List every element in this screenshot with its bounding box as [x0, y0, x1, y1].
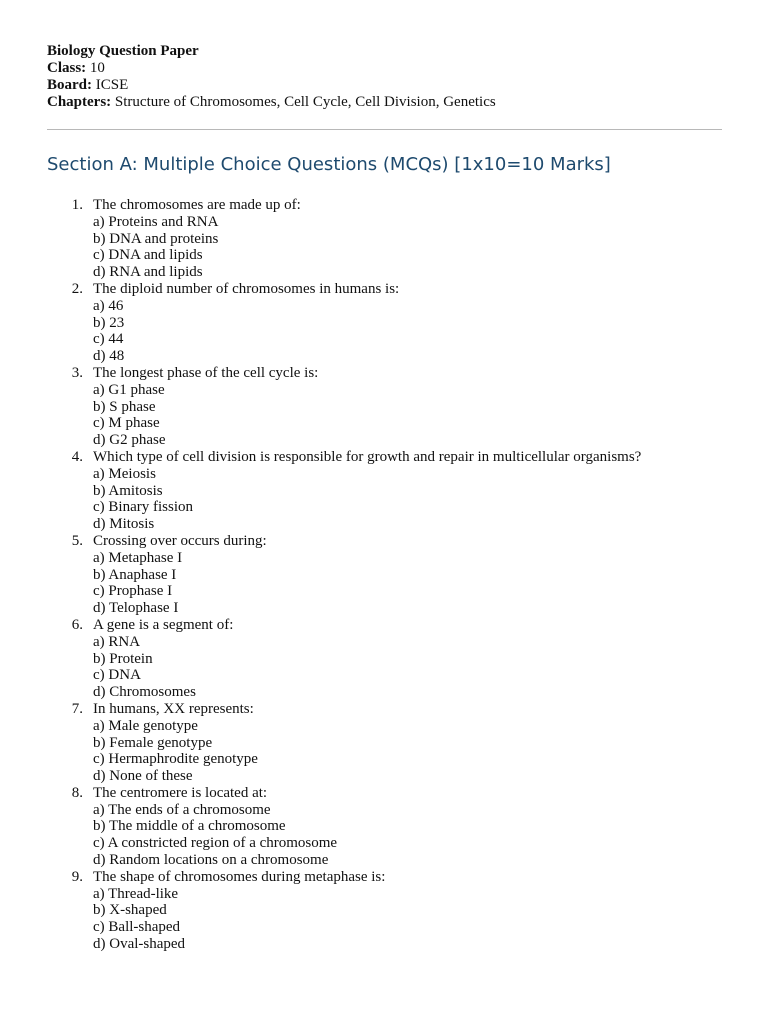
answer-option: d) Random locations on a chromosome: [93, 852, 329, 869]
question-number: 7.: [71, 700, 83, 717]
answer-option: a) RNA: [93, 633, 141, 650]
chapters-label: Chapters:: [47, 94, 112, 110]
question-number: 1.: [71, 197, 83, 213]
answer-option: b) DNA and proteins: [93, 230, 219, 247]
question-number: 5.: [71, 532, 83, 549]
question-text: The shape of chromosomes during metaphase is:: [93, 868, 386, 885]
section-a-title: Section A: Multiple Choice Questions (MCQs) [1x10=10 Marks]: [47, 154, 611, 175]
class-label: Class:: [47, 60, 87, 76]
answer-option: c) Ball-shaped: [93, 919, 181, 936]
question-number: 3.: [71, 364, 83, 381]
answer-option: c) Hermaphrodite genotype: [93, 751, 258, 768]
answer-option: d) 48: [93, 348, 125, 365]
paper-title: Biology Question Paper: [47, 43, 199, 59]
question-text: Which type of cell division is responsible for growth and repair in multicellular organisms?: [93, 448, 642, 465]
question-text: In humans, XX represents:: [93, 700, 254, 717]
answer-option: c) M phase: [93, 415, 160, 432]
answer-option: a) Thread-like: [93, 885, 179, 902]
question-number: 2.: [71, 280, 83, 297]
answer-option: d) Chromosomes: [93, 684, 196, 701]
answer-option: c) 44: [93, 331, 124, 348]
answer-option: d) G2 phase: [93, 432, 166, 449]
mcq-list: [47, 197, 641, 953]
question-item: [47, 617, 641, 701]
board-label: Board:: [47, 77, 92, 93]
board-value: ICSE: [95, 77, 129, 93]
question-number: 4.: [71, 448, 83, 465]
class-value: 10: [89, 60, 105, 76]
answer-option: c) DNA: [93, 667, 141, 684]
question-item: [47, 281, 641, 365]
question-item: [47, 533, 641, 617]
chapters-line: [47, 94, 496, 111]
answer-option: a) Metaphase I: [93, 549, 183, 566]
answer-option: b) Anaphase I: [93, 566, 177, 583]
answer-option: b) X-shaped: [93, 902, 167, 919]
answer-option: a) The ends of a chromosome: [93, 801, 271, 818]
answer-option: a) 46: [93, 297, 124, 314]
answer-option: b) Female genotype: [93, 734, 213, 751]
question-text: A gene is a segment of:: [93, 616, 234, 633]
answer-option: a) Proteins and RNA: [93, 213, 219, 230]
answer-option: c) Binary fission: [93, 499, 193, 516]
class-line: [47, 60, 496, 77]
question-item: [47, 197, 641, 281]
horizontal-divider: [47, 129, 722, 130]
answer-option: c) DNA and lipids: [93, 247, 203, 264]
paper-header: [47, 43, 496, 111]
question-text: The diploid number of chromosomes in humans is:: [93, 280, 400, 297]
board-line: [47, 77, 496, 94]
question-text: Crossing over occurs during:: [93, 532, 267, 549]
chapters-value: Structure of Chromosomes, Cell Cycle, Cell Division, Genetics: [114, 94, 496, 110]
answer-option: b) Protein: [93, 650, 153, 667]
question-text: The chromosomes are made up of:: [93, 197, 301, 213]
answer-option: d) None of these: [93, 768, 193, 785]
question-text: The centromere is located at:: [93, 784, 268, 801]
answer-option: a) Male genotype: [93, 717, 198, 734]
question-item: [47, 785, 641, 869]
answer-option: b) 23: [93, 314, 125, 331]
answer-option: d) Telophase I: [93, 600, 179, 617]
answer-option: a) Meiosis: [93, 465, 156, 482]
answer-option: c) Prophase I: [93, 583, 173, 600]
answer-option: d) Mitosis: [93, 516, 155, 533]
question-item: [47, 449, 641, 533]
question-number: 8.: [71, 784, 83, 801]
question-number: 9.: [71, 868, 83, 885]
answer-option: b) The middle of a chromosome: [93, 818, 286, 835]
question-number: 6.: [71, 616, 83, 633]
answer-option: b) S phase: [93, 398, 156, 415]
question-item: [47, 701, 641, 785]
answer-option: a) G1 phase: [93, 381, 165, 398]
answer-option: c) A constricted region of a chromosome: [93, 835, 338, 852]
answer-option: d) RNA and lipids: [93, 264, 203, 281]
question-item: [47, 869, 641, 953]
answer-option: d) Oval-shaped: [93, 936, 186, 953]
question-item: [47, 365, 641, 449]
answer-option: b) Amitosis: [93, 482, 163, 499]
question-text: The longest phase of the cell cycle is:: [93, 364, 319, 381]
